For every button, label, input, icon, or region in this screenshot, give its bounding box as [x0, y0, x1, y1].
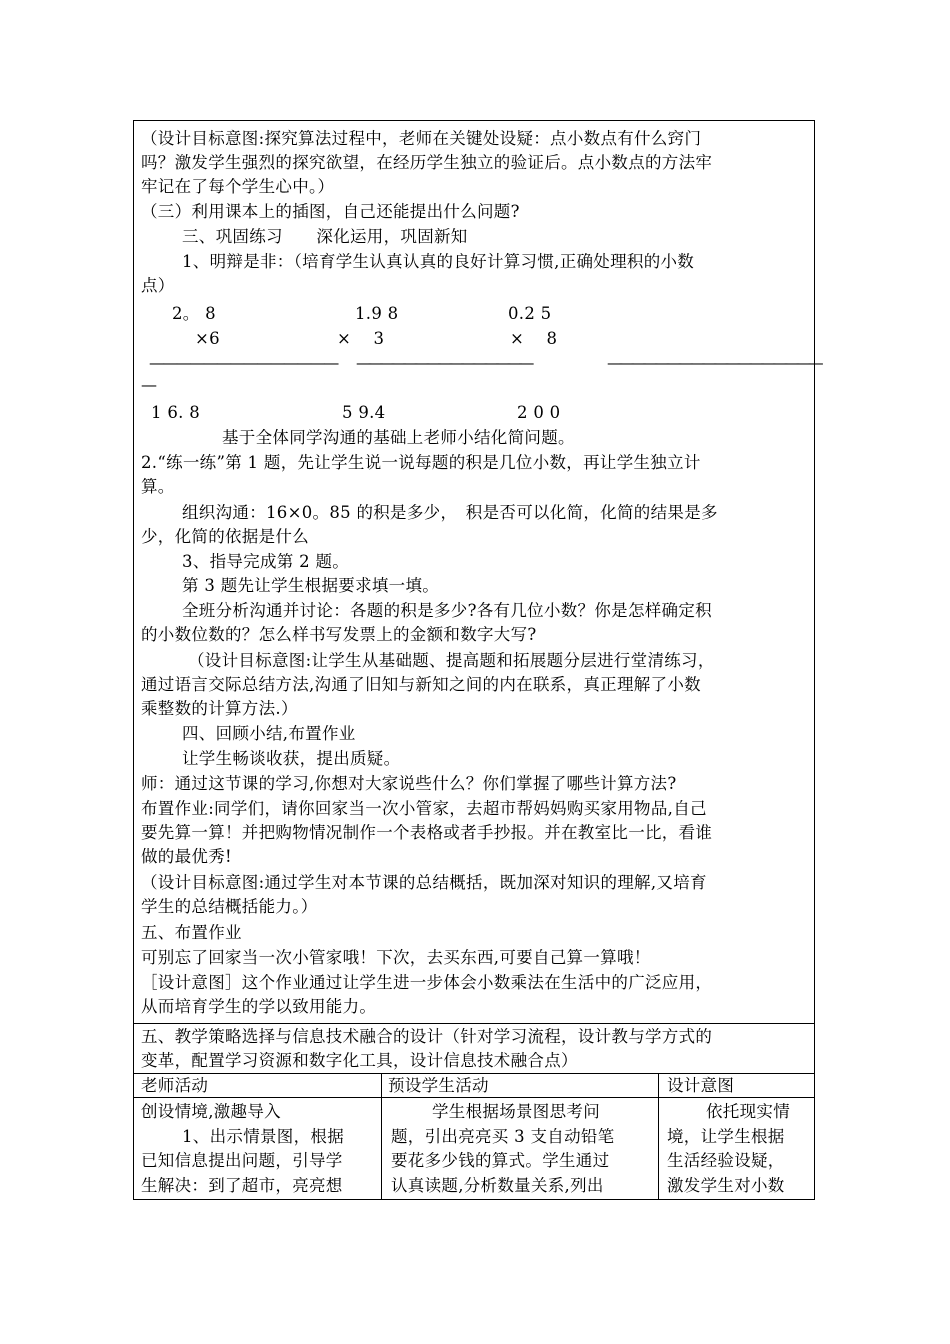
teacher-question: 师：通过这节课的学习,你想对大家说些什么？你们掌握了哪些计算方法? [141, 774, 677, 793]
table-header-top-line [134, 1073, 814, 1074]
teacher-activity-line: 已知信息提出问题，引导学 [141, 1151, 343, 1170]
column-divider-2 [658, 1073, 659, 1200]
table-header-student: 预设学生活动 [388, 1076, 489, 1095]
design-intent-2-text: 乘整数的计算方法.） [141, 699, 298, 718]
practice-2-text: 2.“练一练”第 1 题，先让学生说一说每题的积是几位小数，再让学生独立计 [141, 453, 701, 472]
practice-2-text: 算。 [141, 477, 175, 496]
calc-rule-wrap: — [141, 375, 158, 394]
design-intent-cell-line: 境，让学生根据 [667, 1127, 785, 1146]
calc-a-result: 1 6. 8 [151, 403, 201, 422]
calc-c-rule: —————————————————— [607, 353, 820, 372]
student-activity-line: 要花多少钱的算式。学生通过 [391, 1151, 610, 1170]
exercise-1-text: 1、明辩是非：（培育学生认真认真的良好计算习惯,正确处理积的小数 [182, 252, 695, 271]
section-five-title: 变革，配置学习资源和数字化工具，设计信息技术融合点） [141, 1051, 578, 1070]
calc-b-operand: 1.9 8 [355, 304, 399, 323]
calc-c-multiplier: × 8 [510, 329, 558, 348]
teacher-activity-line: 1、出示情景图，根据 [182, 1127, 344, 1146]
assignment-text: 可别忘了回家当一次小管家哦！下次，去买东西,可要自己算一算哦！ [141, 948, 651, 967]
class-analysis-text: 全班分析沟通并讨论：各题的积是多少?各有几位小数？你是怎样确定积 [182, 601, 712, 620]
student-activity-line: 认真读题,分析数量关系,列出 [391, 1176, 604, 1195]
calc-a-multiplier: ×6 [195, 329, 220, 348]
calc-a-operand: 2。 8 [172, 304, 216, 323]
design-intent-3-text: （设计目标意图:通过学生对本节课的总结概括，既加深对知识的理解,又培育 [141, 873, 707, 892]
design-intent-paragraph-line: 牢记在了每个学生心中。） [141, 177, 335, 196]
table-header-teacher: 老师活动 [141, 1076, 209, 1095]
summary-line: 基于全体同学沟通的基础上老师小结化简问题。 [222, 428, 575, 447]
assignment-intent-text: ［设计意图］这个作业通过让学生进一步体会小数乘法在生活中的广泛应用， [141, 973, 713, 992]
exercise-1-text: 点） [141, 276, 175, 295]
section-five-title: 五、教学策略选择与信息技术融合的设计（针对学习流程，设计教与学方式的 [141, 1027, 713, 1046]
calc-b-multiplier: × 3 [337, 329, 385, 348]
calc-b-result: 5 9.4 [342, 403, 386, 422]
design-intent-3-text: 学生的总结概括能力。） [141, 897, 318, 916]
design-intent-cell-line: 依托现实情 [706, 1102, 790, 1121]
table-header-bottom-line [134, 1097, 814, 1098]
design-intent-paragraph-line: 吗？激发学生强烈的探究欲望，在经历学生独立的验证后。点小数点的方法牢 [141, 153, 713, 172]
student-activity-line: 学生根据场景图思考问 [432, 1102, 600, 1121]
calc-b-rule: ——————————————— [356, 353, 531, 372]
review-heading: 四、回顾小结,布置作业 [182, 724, 356, 743]
homework-text: 做的最优秀! [141, 847, 232, 866]
design-intent-cell-line: 生活经验设疑， [667, 1151, 785, 1170]
guidance-line: 3、指导完成第 2 题。 [182, 552, 350, 571]
calc-c-operand: 0.2 5 [508, 304, 552, 323]
teacher-activity-line: 生解决：到了超市，亮亮想 [141, 1176, 343, 1195]
homework-text: 布置作业:同学们，请你回家当一次小管家，去超市帮妈妈购买家用物品,自己 [141, 799, 707, 818]
calc-c-result: 2 0 0 [517, 403, 561, 422]
review-text: 让学生畅谈收获，提出质疑。 [182, 749, 401, 768]
section-question-line: （三）利用课本上的插图，自己还能提出什么问题? [141, 202, 520, 221]
discussion-text: 组织沟通：16×0。85 的积是多少， 积是否可以化简，化简的结果是多 [182, 503, 718, 522]
assignment-intent-text: 从而培育学生的学以致用能力。 [141, 997, 377, 1016]
section-divider [134, 1023, 814, 1024]
design-intent-2-text: 通过语言交际总结方法,沟通了旧知与新知之间的内在联系，真正理解了小数 [141, 675, 701, 694]
table-header-intent: 设计意图 [667, 1076, 735, 1095]
design-intent-paragraph-line: （设计目标意图:探究算法过程中，老师在关键处设疑：点小数点有什么窍门 [141, 129, 702, 148]
design-intent-cell-line: 激发学生对小数 [667, 1176, 785, 1195]
design-intent-2-text: （设计目标意图:让学生从基础题、提高题和拓展题分层进行堂清练习， [188, 651, 715, 670]
calc-a-rule: —————————————— [149, 353, 337, 372]
exercise-3-line: 第 3 题先让学生根据要求填一填。 [182, 576, 440, 595]
column-divider-1 [381, 1073, 382, 1200]
discussion-text: 少，化简的依据是什么 [141, 527, 309, 546]
student-activity-line: 题，引出亮亮买 3 支自动铅笔 [391, 1127, 615, 1146]
practice-heading: 三、巩固练习 深化运用，巩固新知 [182, 227, 468, 246]
assignment-heading: 五、布置作业 [141, 923, 242, 942]
class-analysis-text: 的小数位数的？怎么样书写发票上的金额和数字大写? [141, 625, 537, 644]
teacher-activity-line: 创设情境,激趣导入 [141, 1102, 281, 1121]
homework-text: 要先算一算！并把购物情况制作一个表格或者手抄报。并在教室比一比，看谁 [141, 823, 713, 842]
